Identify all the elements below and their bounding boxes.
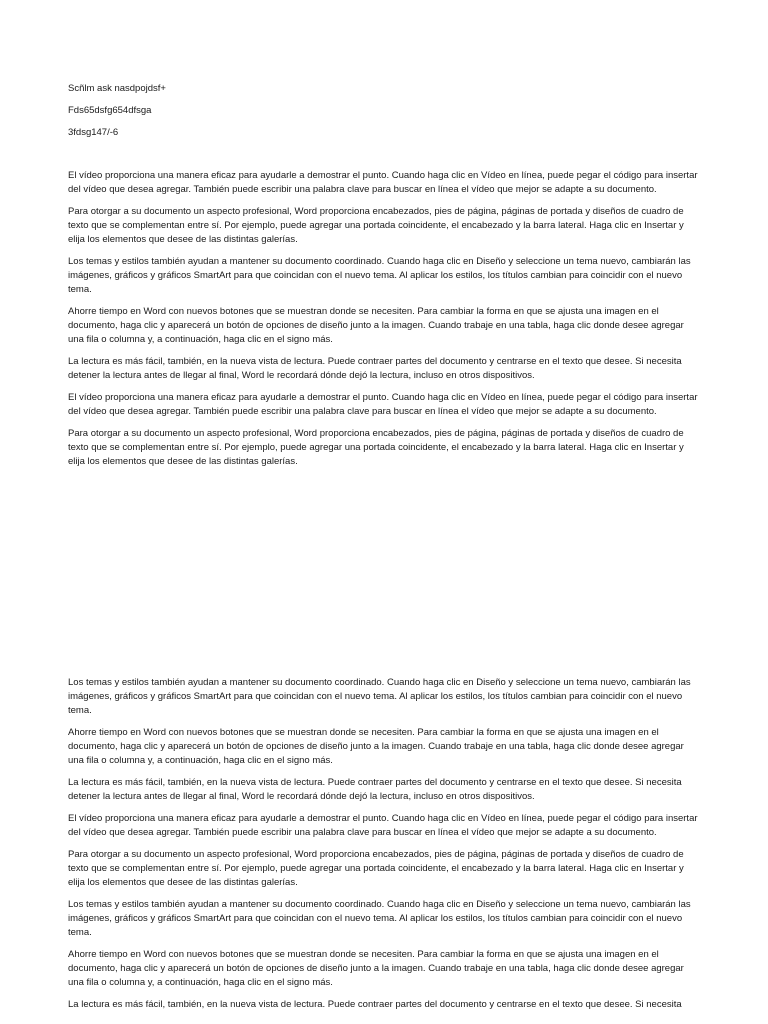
- paragraph-reading-view: La lectura es más fácil, también, en la nueva vista de lectura. Puede contraer partes del documento y centrarse en el texto que desee. Si necesita detener la lectura antes de llegar al final, Word le recordará dónde dejó la lectura, incluso en otros dispositivos.: [68, 777, 682, 802]
- header-line-1: Scñlm ask nasdpojdsf+: [68, 83, 166, 94]
- paragraph-video: El vídeo proporciona una manera eficaz para ayudarle a demostrar el punto. Cuando haga clic en Vídeo en línea, puede pegar el código para insertar del vídeo que desea agregar. También puede escribir una palabra clave para buscar en línea el vídeo que mejor se adapte a su documento.: [68, 813, 698, 838]
- header-line-2: Fds65dsfg654dfsga: [68, 105, 152, 116]
- paragraph-video: El vídeo proporciona una manera eficaz para ayudarle a demostrar el punto. Cuando haga clic en Vídeo en línea, puede pegar el código para insertar del vídeo que desea agregar. También puede escribir una palabra clave para buscar en línea el vídeo que mejor se adapte a su documento.: [68, 392, 698, 417]
- paragraph-reading-view: La lectura es más fácil, también, en la nueva vista de lectura. Puede contraer partes del documento y centrarse en el texto que desee. Si necesita detener la lectura antes de llegar al final, Word le recordará dónde dejó la lectura, incluso en otros dispositivos.: [68, 356, 682, 381]
- header-line-3: 3fdsg147/-6: [68, 127, 119, 138]
- paragraph-themes-styles: Los temas y estilos también ayudan a mantener su documento coordinado. Cuando haga clic en Diseño y seleccione un tema nuevo, cambiarán las imágenes, gráficos y gráficos SmartArt para que coincidan con el nuevo tema. Al aplicar los estilos, los títulos cambian para coincidir con el nuevo tema.: [68, 899, 691, 938]
- paragraph-themes-styles: Los temas y estilos también ayudan a mantener su documento coordinado. Cuando haga clic en Diseño y seleccione un tema nuevo, cambiarán las imágenes, gráficos y gráficos SmartArt para que coincidan con el nuevo tema. Al aplicar los estilos, los títulos cambian para coincidir con el nuevo tema.: [68, 677, 691, 716]
- paragraph-professional-look: Para otorgar a su documento un aspecto profesional, Word proporciona encabezados, pies de página, páginas de portada y diseños de cuadro de texto que se complementan entre sí. Por ejemplo, puede agregar una portada coincidente, el encabezado y la barra lateral. Haga clic en Insertar y elija los elementos que desee de las distintas galerías.: [68, 849, 684, 888]
- paragraph-save-time: Ahorre tiempo en Word con nuevos botones que se muestran donde se necesiten. Para cambiar la forma en que se ajusta una imagen en el documento, haga clic y aparecerá un botón de opciones de diseño junto a la imagen. Cuando trabaje en una tabla, haga clic donde desee agregar una fila o columna y, a continuación, haga clic en el signo más.: [68, 727, 684, 766]
- paragraph-themes-styles: Los temas y estilos también ayudan a mantener su documento coordinado. Cuando haga clic en Diseño y seleccione un tema nuevo, cambiarán las imágenes, gráficos y gráficos SmartArt para que coincidan con el nuevo tema. Al aplicar los estilos, los títulos cambian para coincidir con el nuevo tema.: [68, 256, 691, 295]
- paragraph-save-time: Ahorre tiempo en Word con nuevos botones que se muestran donde se necesiten. Para cambiar la forma en que se ajusta una imagen en el documento, haga clic y aparecerá un botón de opciones de diseño junto a la imagen. Cuando trabaje en una tabla, haga clic donde desee agregar una fila o columna y, a continuación, haga clic en el signo más.: [68, 949, 684, 988]
- paragraph-video: El vídeo proporciona una manera eficaz para ayudarle a demostrar el punto. Cuando haga clic en Vídeo en línea, puede pegar el código para insertar del vídeo que desea agregar. También puede escribir una palabra clave para buscar en línea el vídeo que mejor se adapte a su documento.: [68, 170, 698, 195]
- header-lines: [68, 82, 708, 148]
- body-text-block-1: [68, 169, 700, 477]
- paragraph-reading-view-partial: La lectura es más fácil, también, en la nueva vista de lectura. Puede contraer partes del documento y centrarse en el texto que desee. Si necesita: [68, 999, 682, 1010]
- paragraph-professional-look: Para otorgar a su documento un aspecto profesional, Word proporciona encabezados, pies de página, páginas de portada y diseños de cuadro de texto que se complementan entre sí. Por ejemplo, puede agregar una portada coincidente, el encabezado y la barra lateral. Haga clic en Insertar y elija los elementos que desee de las distintas galerías.: [68, 428, 684, 467]
- body-text-block-2: [68, 676, 700, 1020]
- paragraph-professional-look: Para otorgar a su documento un aspecto profesional, Word proporciona encabezados, pies de página, páginas de portada y diseños de cuadro de texto que se complementan entre sí. Por ejemplo, puede agregar una portada coincidente, el encabezado y la barra lateral. Haga clic en Insertar y elija los elementos que desee de las distintas galerías.: [68, 206, 684, 245]
- paragraph-save-time: Ahorre tiempo en Word con nuevos botones que se muestran donde se necesiten. Para cambiar la forma en que se ajusta una imagen en el documento, haga clic y aparecerá un botón de opciones de diseño junto a la imagen. Cuando trabaje en una tabla, haga clic donde desee agregar una fila o columna y, a continuación, haga clic en el signo más.: [68, 306, 684, 345]
